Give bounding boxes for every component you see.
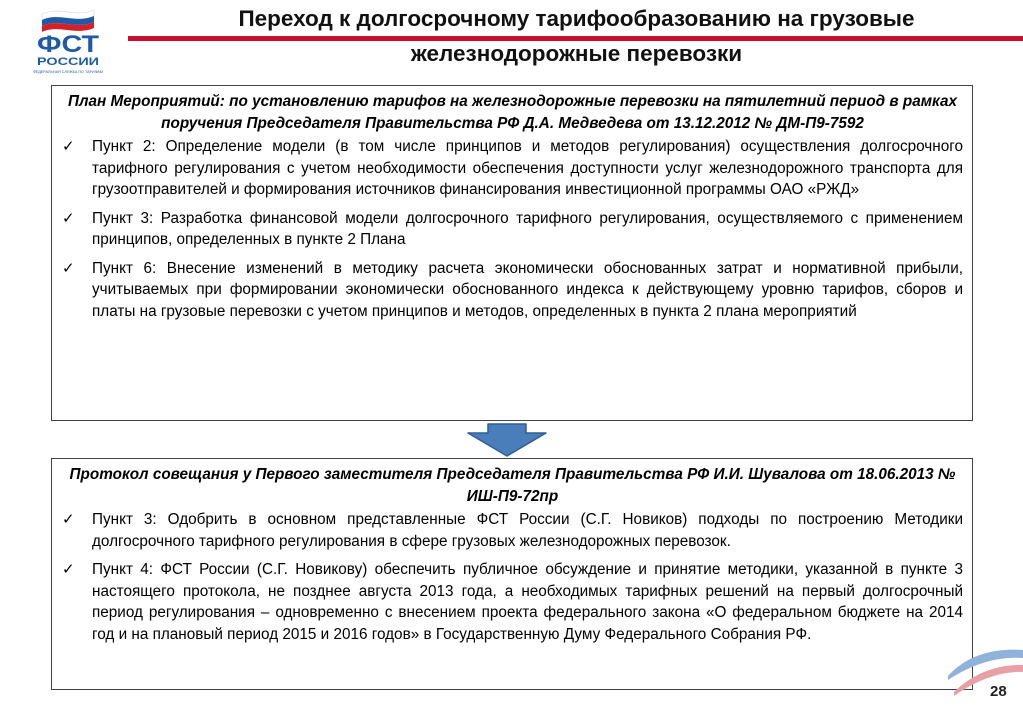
- plan-item: [62, 208, 963, 251]
- down-arrow-icon: [466, 423, 548, 457]
- slide-title-line-1: Переход к долгосрочному тарифообразованию на грузовые: [232, 3, 920, 35]
- protocol-item-text: Пункт 3: Одобрить в основном представленные ФСТ России (С.Г. Новиков) подходы по построению Методики долгосрочного тарифного регулирования в сфере грузовых железнодорожных перевозок.: [92, 511, 963, 550]
- protocol-box: [51, 458, 973, 690]
- down-arrow-shape: [468, 424, 546, 456]
- page-number: 28: [990, 683, 1007, 700]
- logo-country: РОССИИ: [37, 56, 100, 68]
- checkmark-icon: ✓: [62, 209, 75, 227]
- checkmark-icon: ✓: [62, 259, 75, 277]
- protocol-heading: Протокол совещания у Первого заместителя Председателя Правительства РФ И.И. Шувалова от 18.06.2013 № ИШ-П9-72пр: [69, 466, 956, 505]
- checkmark-icon: ✓: [62, 138, 75, 155]
- plan-item-text: Пункт 6: Внесение изменений в методику расчета экономически обоснованных затрат и нормативной прибыли, учитываемых при формировании экономически обоснованного индекса к действующему уровню тарифов, сборов и платы на грузовые перевозки с учетом принципов и методов, определенных в пункта 2 плана мероприятий: [92, 259, 963, 320]
- logo-abbrev: ФСТ: [37, 31, 100, 58]
- plan-heading: План Мероприятий: по установлению тарифов на железнодорожные перевозки на пятилетний период в рамках поручения Председателя Правительства РФ Д.А. Медведева от 13.12.2012 № ДМ-П9-7592: [68, 93, 957, 132]
- plan-item-text: Пункт 2: Определение модели (в том числе принципов и методов регулирования) осуществления долгосрочного тарифного регулирования с учетом необходимости обеспечения доступности услуг железнодорожного транспорта для грузоотправителей и формирования источников финансирования инвестиционной программы ОАО «РЖД»: [92, 138, 963, 198]
- protocol-item: [62, 559, 963, 645]
- fst-logo-graphic: [14, 2, 122, 79]
- plan-item-text: Пункт 3: Разработка финансовой модели долгосрочного тарифного регулирования, осуществляемого с применением принципов, определенных в пункте 2 Плана: [92, 209, 963, 248]
- logo-subtitle: ФЕДЕРАЛЬНАЯ СЛУЖБА ПО ТАРИФАМ: [33, 70, 104, 74]
- slide-title-line-2: железнодорожные перевозки: [410, 41, 743, 66]
- protocol-item: [62, 509, 963, 552]
- plan-box: [51, 85, 973, 421]
- fst-logo: [14, 2, 122, 79]
- flag-swoosh-icon: [944, 636, 1023, 708]
- slide-title: [130, 3, 1023, 70]
- checkmark-icon: ✓: [62, 561, 75, 578]
- checkmark-icon: ✓: [62, 511, 75, 528]
- plan-item: [62, 136, 963, 201]
- plan-item: [62, 258, 963, 323]
- protocol-item-text: Пункт 4: ФСТ России (С.Г. Новикову) обеспечить публичное обсуждение и принятие методики, указанной в пункте 3 настоящего протокола, не позднее августа 2013 года, а необходимых тарифных решений на первый долгосрочный период регулирования – одновременно с внесением проекта федерального закона «О федеральном бюджете на 2014 год и на плановый период 2015 и 2016 годов» в Государственную Думу Федерального Собрания РФ.: [92, 561, 963, 643]
